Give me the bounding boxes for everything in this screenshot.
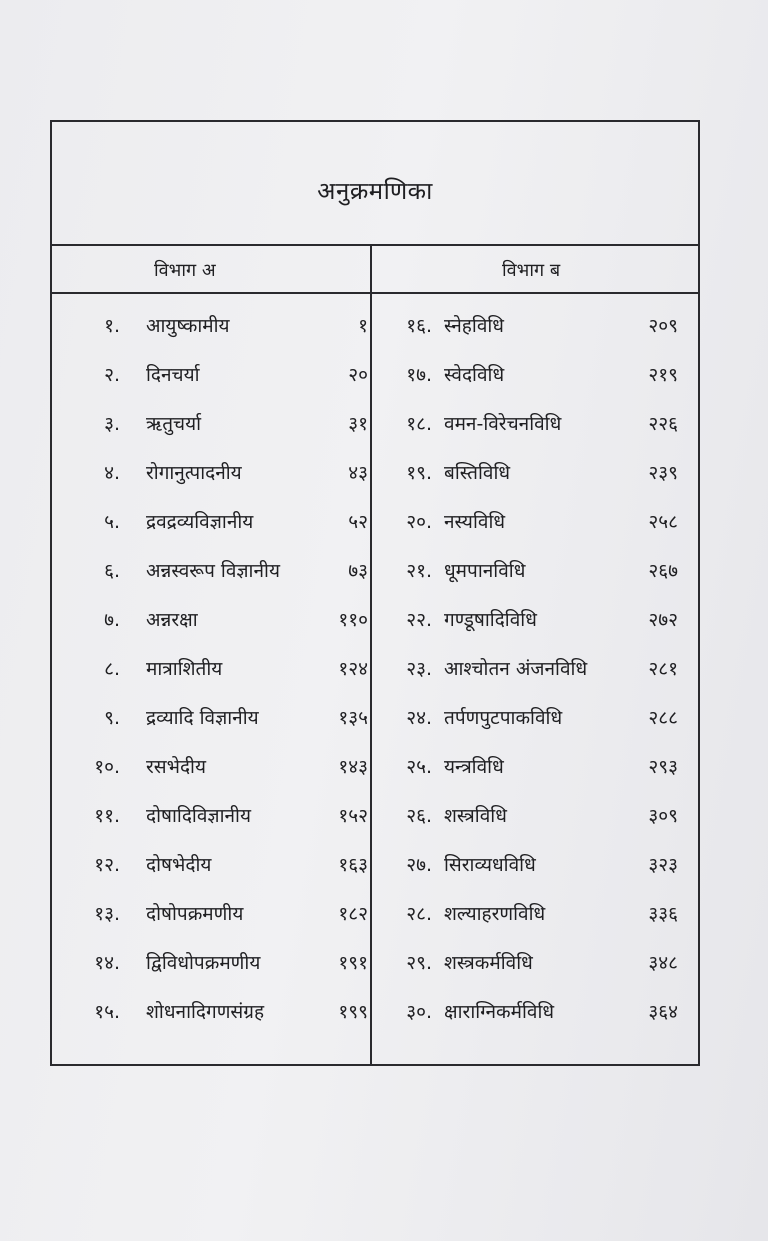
chapter-number: ३०. bbox=[406, 1001, 432, 1023]
chapter-number: १२. bbox=[94, 854, 120, 876]
page-number: १६३ bbox=[338, 854, 368, 876]
page-number: १८२ bbox=[338, 903, 368, 925]
title-row bbox=[52, 122, 698, 246]
page-number: ३०९ bbox=[648, 805, 678, 827]
chapter-title: धूमपानविधि bbox=[444, 560, 526, 582]
chapter-number: ८. bbox=[104, 658, 120, 680]
chapter-title: आयुष्कामीय bbox=[146, 315, 230, 337]
chapter-title: दिनचर्या bbox=[146, 364, 200, 386]
page-number: २८१ bbox=[648, 658, 678, 680]
chapter-title: दोषभेदीय bbox=[146, 854, 212, 876]
chapter-title: यन्त्रविधि bbox=[444, 756, 504, 778]
chapter-title: आश्चोतन अंजनविधि bbox=[444, 658, 588, 680]
page-number: ४३ bbox=[348, 462, 368, 484]
chapter-number: २५. bbox=[406, 756, 432, 778]
chapter-title: मात्राशितीय bbox=[146, 658, 223, 680]
chapter-title: गण्डूषादिविधि bbox=[444, 609, 537, 631]
page-number: १३५ bbox=[338, 707, 368, 729]
chapter-number: २९. bbox=[406, 952, 432, 974]
chapter-title: शोधनादिगणसंग्रह bbox=[146, 1001, 265, 1023]
page-number: ३१ bbox=[348, 413, 368, 435]
chapter-number: २३. bbox=[406, 658, 432, 680]
section-b-header: विभाग ब bbox=[502, 260, 561, 281]
page-number: ७३ bbox=[348, 560, 368, 582]
chapter-number: ७. bbox=[104, 609, 120, 631]
page-number: ५२ bbox=[348, 511, 368, 533]
chapter-title: अन्नस्वरूप विज्ञानीय bbox=[146, 560, 280, 582]
page-number: ३४८ bbox=[648, 952, 678, 974]
page-number: २५८ bbox=[648, 511, 678, 533]
chapter-title: रसभेदीय bbox=[146, 756, 207, 778]
chapter-number: १५. bbox=[94, 1001, 120, 1023]
page-number: २१९ bbox=[648, 364, 678, 386]
chapter-title: शस्त्रकर्मविधि bbox=[444, 952, 533, 974]
chapter-number: २८. bbox=[406, 903, 432, 925]
chapter-number: १०. bbox=[94, 756, 120, 778]
page-number: १४३ bbox=[338, 756, 368, 778]
chapter-number: १६. bbox=[406, 315, 432, 337]
chapter-number: ५. bbox=[104, 511, 120, 533]
chapter-number: १४. bbox=[94, 952, 120, 974]
page-number: १९१ bbox=[338, 952, 368, 974]
chapter-title: शल्याहरणविधि bbox=[444, 903, 546, 925]
chapter-number: २७. bbox=[406, 854, 432, 876]
column-divider bbox=[370, 246, 372, 1064]
table-of-contents bbox=[50, 120, 700, 1066]
chapter-title: सिराव्यधविधि bbox=[444, 854, 536, 876]
page-number: १ bbox=[358, 315, 368, 337]
chapter-number: १. bbox=[104, 315, 120, 337]
chapter-title: ऋतुचर्या bbox=[146, 413, 202, 435]
chapter-number: २. bbox=[104, 364, 120, 386]
chapter-title: क्षाराग्निकर्मविधि bbox=[444, 1001, 555, 1023]
chapter-number: १७. bbox=[406, 364, 432, 386]
page-number: २०९ bbox=[648, 315, 678, 337]
chapter-title: दोषोपक्रमणीय bbox=[146, 903, 244, 925]
section-header-row bbox=[52, 246, 698, 294]
chapter-number: ११. bbox=[94, 805, 120, 827]
chapter-number: ९. bbox=[104, 707, 120, 729]
chapter-title: द्विविधोपक्रमणीय bbox=[146, 952, 261, 974]
chapter-title: अन्नरक्षा bbox=[146, 609, 198, 631]
chapter-number: २०. bbox=[406, 511, 432, 533]
page-number: २२६ bbox=[648, 413, 678, 435]
page-number: २९३ bbox=[648, 756, 678, 778]
chapter-title: द्रवद्रव्यविज्ञानीय bbox=[146, 511, 254, 533]
chapter-title: स्नेहविधि bbox=[444, 315, 504, 337]
page-number: २३९ bbox=[648, 462, 678, 484]
chapter-number: २४. bbox=[406, 707, 432, 729]
chapter-title: स्वेदविधि bbox=[444, 364, 505, 386]
page-number: २८८ bbox=[648, 707, 678, 729]
chapter-number: २६. bbox=[406, 805, 432, 827]
chapter-number: १९. bbox=[406, 462, 432, 484]
page-number: १५२ bbox=[338, 805, 368, 827]
page-number: २० bbox=[348, 364, 368, 386]
page-number: ३३६ bbox=[648, 903, 678, 925]
chapter-number: ४. bbox=[104, 462, 120, 484]
chapter-title: तर्पणपुटपाकविधि bbox=[444, 707, 563, 729]
chapter-number: ३. bbox=[104, 413, 120, 435]
section-a-header: विभाग अ bbox=[154, 260, 216, 281]
chapter-number: २२. bbox=[406, 609, 432, 631]
chapter-title: द्रव्यादि विज्ञानीय bbox=[146, 707, 259, 729]
page-title: अनुक्रमणिका bbox=[317, 177, 433, 205]
chapter-number: २१. bbox=[406, 560, 432, 582]
chapter-title: नस्यविधि bbox=[444, 511, 506, 533]
chapter-number: १३. bbox=[94, 903, 120, 925]
page-number: ३६४ bbox=[648, 1001, 678, 1023]
chapter-title: शस्त्रविधि bbox=[444, 805, 507, 827]
page-number: २७२ bbox=[648, 609, 678, 631]
chapter-title: दोषादिविज्ञानीय bbox=[146, 805, 251, 827]
page-number: १९९ bbox=[338, 1001, 368, 1023]
chapter-number: ६. bbox=[104, 560, 120, 582]
chapter-number: १८. bbox=[406, 413, 432, 435]
chapter-title: वमन-विरेचनविधि bbox=[444, 413, 562, 435]
page-number: ३२३ bbox=[648, 854, 678, 876]
page-number: २६७ bbox=[648, 560, 678, 582]
chapter-title: बस्तिविधि bbox=[444, 462, 511, 484]
page-number: ११० bbox=[338, 609, 368, 631]
chapter-title: रोगानुत्पादनीय bbox=[146, 462, 242, 484]
page-number: १२४ bbox=[338, 658, 368, 680]
